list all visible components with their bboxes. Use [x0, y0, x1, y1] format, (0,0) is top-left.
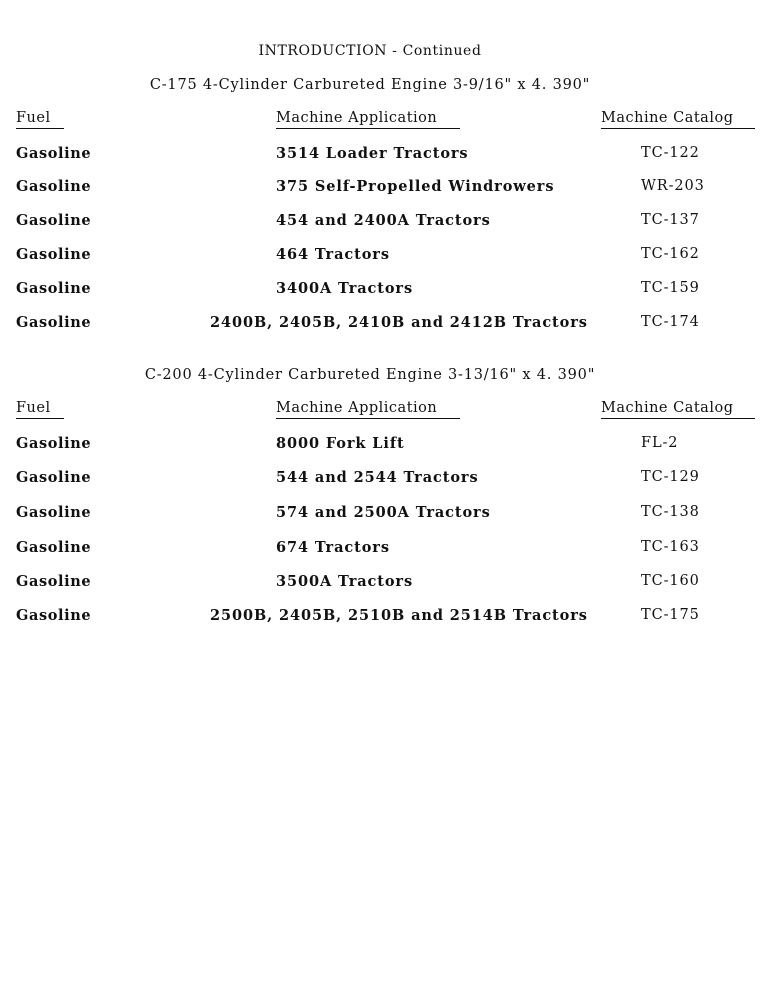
- catalog-cell: TC-160: [641, 573, 700, 589]
- column-header-catalog-label: Machine Catalog: [601, 110, 755, 129]
- table-row: [0, 314, 772, 334]
- table-row: [0, 469, 772, 489]
- application-cell: 3514 Loader Tractors: [276, 145, 469, 162]
- table-row: [0, 246, 772, 266]
- table-row: [0, 435, 772, 455]
- table-row: [0, 607, 772, 627]
- fuel-cell: Gasoline: [16, 280, 92, 297]
- fuel-cell: Gasoline: [16, 145, 92, 162]
- catalog-cell: TC-137: [641, 212, 700, 228]
- fuel-cell: Gasoline: [16, 469, 92, 486]
- fuel-cell: Gasoline: [16, 539, 92, 556]
- page-title: INTRODUCTION - Continued: [258, 43, 482, 59]
- application-cell: 454 and 2400A Tractors: [276, 212, 491, 229]
- column-header-application-label: Machine Application: [276, 400, 460, 419]
- column-header-fuel: [16, 110, 64, 129]
- fuel-cell: Gasoline: [16, 504, 92, 521]
- table-row: [0, 504, 772, 524]
- table-row: [0, 145, 772, 165]
- column-header-catalog: [601, 110, 755, 129]
- application-cell: 8000 Fork Lift: [276, 435, 405, 452]
- fuel-cell: Gasoline: [16, 573, 92, 590]
- fuel-cell: Gasoline: [16, 314, 92, 331]
- column-header-application-label: Machine Application: [276, 110, 460, 129]
- application-cell: 3400A Tractors: [276, 280, 414, 297]
- application-cell: 464 Tractors: [276, 246, 390, 263]
- engine-heading-c175: C-175 4-Cylinder Carbureted Engine 3-9/16" x 4. 390": [149, 77, 591, 93]
- column-header-catalog-label: Machine Catalog: [601, 400, 755, 419]
- catalog-cell: TC-162: [641, 246, 700, 262]
- fuel-cell: Gasoline: [16, 178, 92, 195]
- fuel-cell: Gasoline: [16, 212, 92, 229]
- column-header-fuel-label: Fuel: [16, 110, 64, 129]
- table-row: [0, 212, 772, 232]
- catalog-cell: TC-129: [641, 469, 700, 485]
- fuel-cell: Gasoline: [16, 246, 92, 263]
- column-header-fuel: [16, 400, 64, 419]
- catalog-cell: WR-203: [641, 178, 705, 194]
- catalog-cell: TC-163: [641, 539, 700, 555]
- application-cell: 544 and 2544 Tractors: [276, 469, 479, 486]
- column-header-application: [276, 110, 460, 129]
- engine-heading-c200: C-200 4-Cylinder Carbureted Engine 3-13/16" x 4. 390": [144, 367, 596, 383]
- catalog-cell: TC-138: [641, 504, 700, 520]
- catalog-cell: TC-174: [641, 314, 700, 330]
- catalog-cell: TC-122: [641, 145, 700, 161]
- application-cell: 3500A Tractors: [276, 573, 414, 590]
- table-row: [0, 280, 772, 300]
- column-header-catalog: [601, 400, 755, 419]
- fuel-cell: Gasoline: [16, 607, 92, 624]
- table-row: [0, 178, 772, 198]
- catalog-cell: TC-159: [641, 280, 700, 296]
- application-cell: 574 and 2500A Tractors: [276, 504, 491, 521]
- table-row: [0, 539, 772, 559]
- fuel-cell: Gasoline: [16, 435, 92, 452]
- catalog-cell: TC-175: [641, 607, 700, 623]
- application-cell: 2500B, 2405B, 2510B and 2514B Tractors: [210, 607, 588, 624]
- application-cell: 2400B, 2405B, 2410B and 2412B Tractors: [210, 314, 588, 331]
- column-header-fuel-label: Fuel: [16, 400, 64, 419]
- application-cell: 375 Self-Propelled Windrowers: [276, 178, 555, 195]
- application-cell: 674 Tractors: [276, 539, 390, 556]
- table-row: [0, 573, 772, 593]
- catalog-cell: FL-2: [641, 435, 679, 451]
- column-header-application: [276, 400, 460, 419]
